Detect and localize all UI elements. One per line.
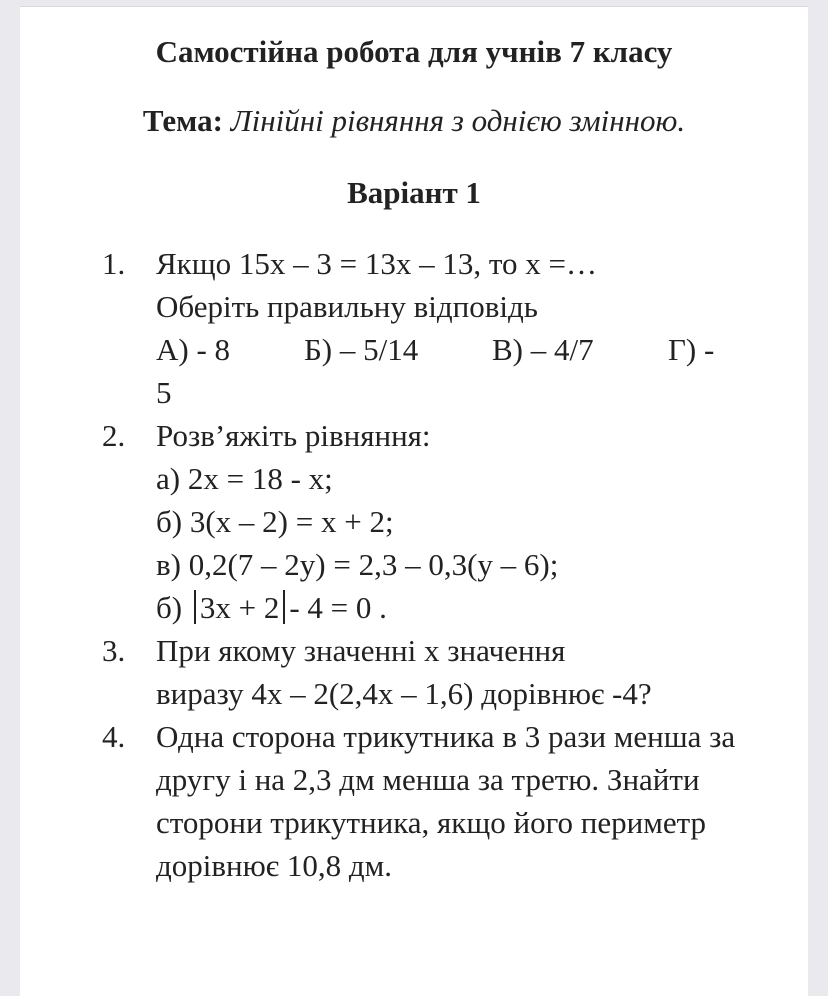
option-c: В) – 4/7: [492, 332, 594, 367]
task-instruction: Оберіть правильну відповідь: [156, 289, 538, 324]
task-number: 2.: [102, 418, 126, 453]
abs-bar-left: [194, 590, 196, 624]
equation-a: а) 2х = 18 - х;: [156, 461, 333, 496]
option-b: Б) – 5/14: [304, 332, 419, 367]
topic-line: [20, 101, 808, 141]
topic-label: Тема:: [142, 103, 223, 138]
task-text-line-2: виразу 4х – 2(2,4х – 1,6) дорівнює -4?: [156, 676, 652, 711]
variant-heading: Варіант 1: [347, 175, 481, 210]
equation-d-label: б): [156, 590, 183, 625]
task-4: [20, 715, 808, 887]
task-number: 3.: [102, 633, 126, 668]
task-question: Розв’яжіть рівняння:: [156, 418, 431, 453]
task-question: Якщо 15х – 3 = 13х – 13, то х =…: [156, 246, 597, 281]
equation-b: б) 3(х – 2) = х + 2;: [156, 504, 394, 539]
task-text-line-1: При якому значенні х значення: [156, 633, 566, 668]
task-2: [20, 414, 808, 629]
task-text: Одна сторона трикутника в 3 рази менша за другу і на 2,3 дм менша за третю. Знайти сторони трикутника, якщо його периметр дорівнює 10,8 дм.: [156, 719, 736, 883]
page-title: Самостійна робота для учнів 7 класу: [155, 34, 673, 69]
equation-d-tail: - 4 = 0 .: [289, 590, 387, 625]
task-1: [20, 242, 808, 414]
task-list: [20, 242, 808, 887]
option-a: А) - 8: [156, 332, 231, 367]
equation-c: в) 0,2(7 – 2у) = 2,3 – 0,3(у – 6);: [156, 547, 559, 582]
equation-d: [156, 586, 756, 629]
option-d-start: Г) -: [668, 332, 715, 367]
worksheet-page: [20, 6, 808, 996]
option-d-end: 5: [156, 375, 172, 410]
task-3: [20, 629, 808, 715]
answer-options: [156, 328, 756, 371]
equation-d-inner: 3х + 2: [199, 590, 280, 625]
topic-value: Лінійні рівняння з однією змінною.: [230, 103, 686, 138]
top-divider: [20, 6, 808, 7]
abs-bar-right: [283, 590, 285, 624]
task-number: 4.: [102, 719, 126, 754]
task-number: 1.: [102, 246, 126, 281]
